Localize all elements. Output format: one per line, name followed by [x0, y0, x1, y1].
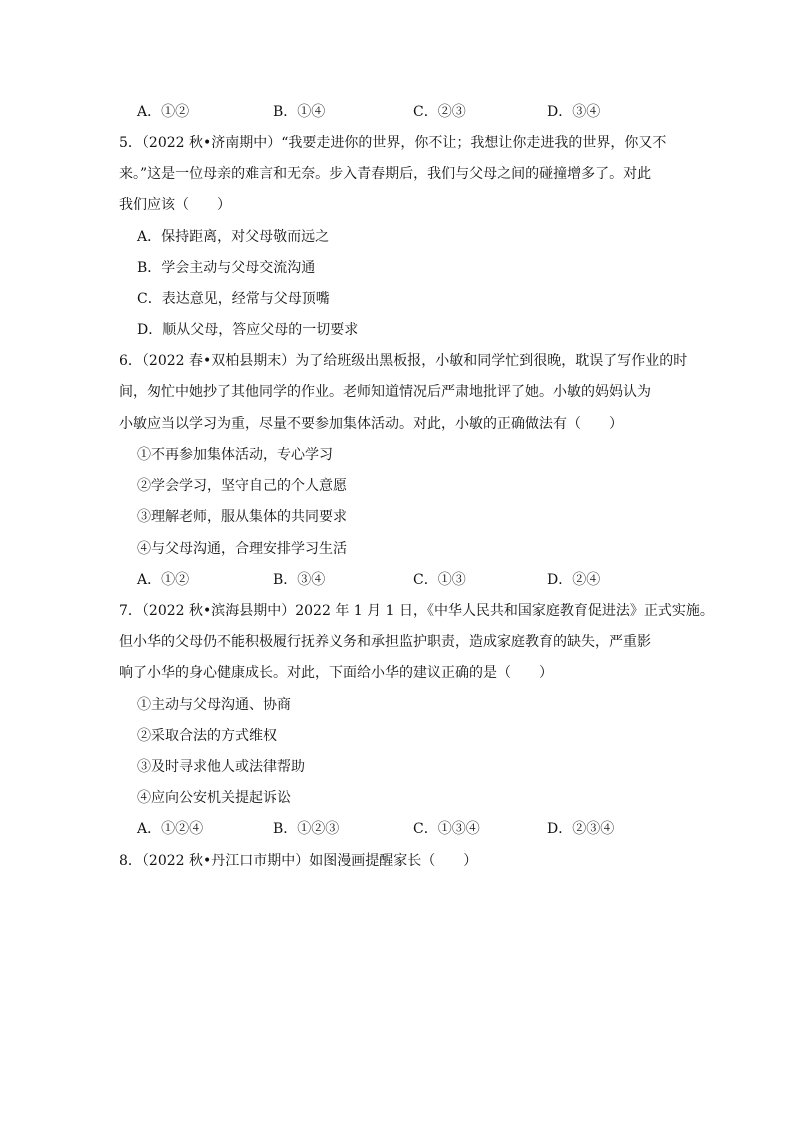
- q7-item-1: ①主动与父母沟通、协商: [137, 697, 291, 713]
- q5-choice-a[interactable]: A．保持距离，对父母敬而远之: [137, 229, 330, 245]
- q5-stem-line-1: 5．（2022 秋•济南期中）“我要走进你的世界，你不让；我想让你走进我的世界，你又不: [119, 135, 667, 151]
- q7-stem-line-3: 响了小华的身心健康成长。对此，下面给小华的建议正确的是（ ）: [119, 665, 553, 681]
- q5-stem-line-3: 我们应该（ ）: [119, 197, 231, 213]
- q6-option-c[interactable]: C．①③: [413, 572, 466, 588]
- q7-option-d[interactable]: D．②③④: [547, 821, 615, 837]
- q6-stem-line-2: 间，匆忙中她抄了其他同学的作业。老师知道情况后严肃地批评了她。小敏的妈妈认为: [119, 384, 651, 400]
- q7-item-4: ④应向公安机关提起诉讼: [137, 790, 291, 806]
- q4-option-a[interactable]: A．①②: [137, 104, 190, 120]
- q7-stem-line-2: 但小华的父母仍不能积极履行抚养义务和承担监护职责，造成家庭教育的缺失，严重影: [119, 634, 651, 650]
- q5-choice-c[interactable]: C．表达意见，经常与父母顶嘴: [137, 291, 330, 307]
- q7-option-b[interactable]: B．①②③: [273, 821, 340, 837]
- q6-option-b[interactable]: B．③④: [273, 572, 326, 588]
- q4-option-b[interactable]: B．①④: [273, 104, 326, 120]
- q6-option-d[interactable]: D．②④: [547, 572, 601, 588]
- q6-option-a[interactable]: A．①②: [137, 572, 190, 588]
- q7-item-3: ③及时寻求他人或法律帮助: [137, 759, 305, 775]
- q7-option-a[interactable]: A．①②④: [137, 821, 204, 837]
- q6-item-3: ③理解老师，服从集体的共同要求: [137, 509, 347, 525]
- q7-item-2: ②采取合法的方式维权: [137, 728, 277, 744]
- q8-stem-line-1: 8．（2022 秋•丹江口市期中）如图漫画提醒家长（ ）: [119, 853, 478, 869]
- q6-item-1: ①不再参加集体活动，专心学习: [137, 447, 333, 463]
- q4-option-d[interactable]: D．③④: [547, 104, 601, 120]
- q7-stem-line-1: 7．（2022 秋•滨海县期中）2022 年 1 月 1 日，《中华人民共和国家庭教育促进法》正式实施。: [119, 603, 714, 619]
- q6-item-4: ④与父母沟通，合理安排学习生活: [137, 541, 347, 557]
- q5-choice-d[interactable]: D．顺从父母，答应父母的一切要求: [137, 322, 359, 338]
- q5-choice-b[interactable]: B．学会主动与父母交流沟通: [137, 260, 316, 276]
- q7-option-c[interactable]: C．①③④: [413, 821, 480, 837]
- q6-item-2: ②学会学习，坚守自己的个人意愿: [137, 478, 347, 494]
- q5-stem-line-2: 来。”这是一位母亲的难言和无奈。步入青春期后，我们与父母之间的碰撞增多了。对此: [119, 166, 652, 182]
- q4-option-c[interactable]: C．②③: [413, 104, 466, 120]
- q6-stem-line-1: 6．（2022 春•双柏县期末）为了给班级出黑板报，小敏和同学忙到很晚，耽误了写作业的时: [119, 353, 688, 369]
- q6-stem-line-3: 小敏应当以学习为重，尽量不要参加集体活动。对此，小敏的正确做法有（ ）: [119, 416, 623, 432]
